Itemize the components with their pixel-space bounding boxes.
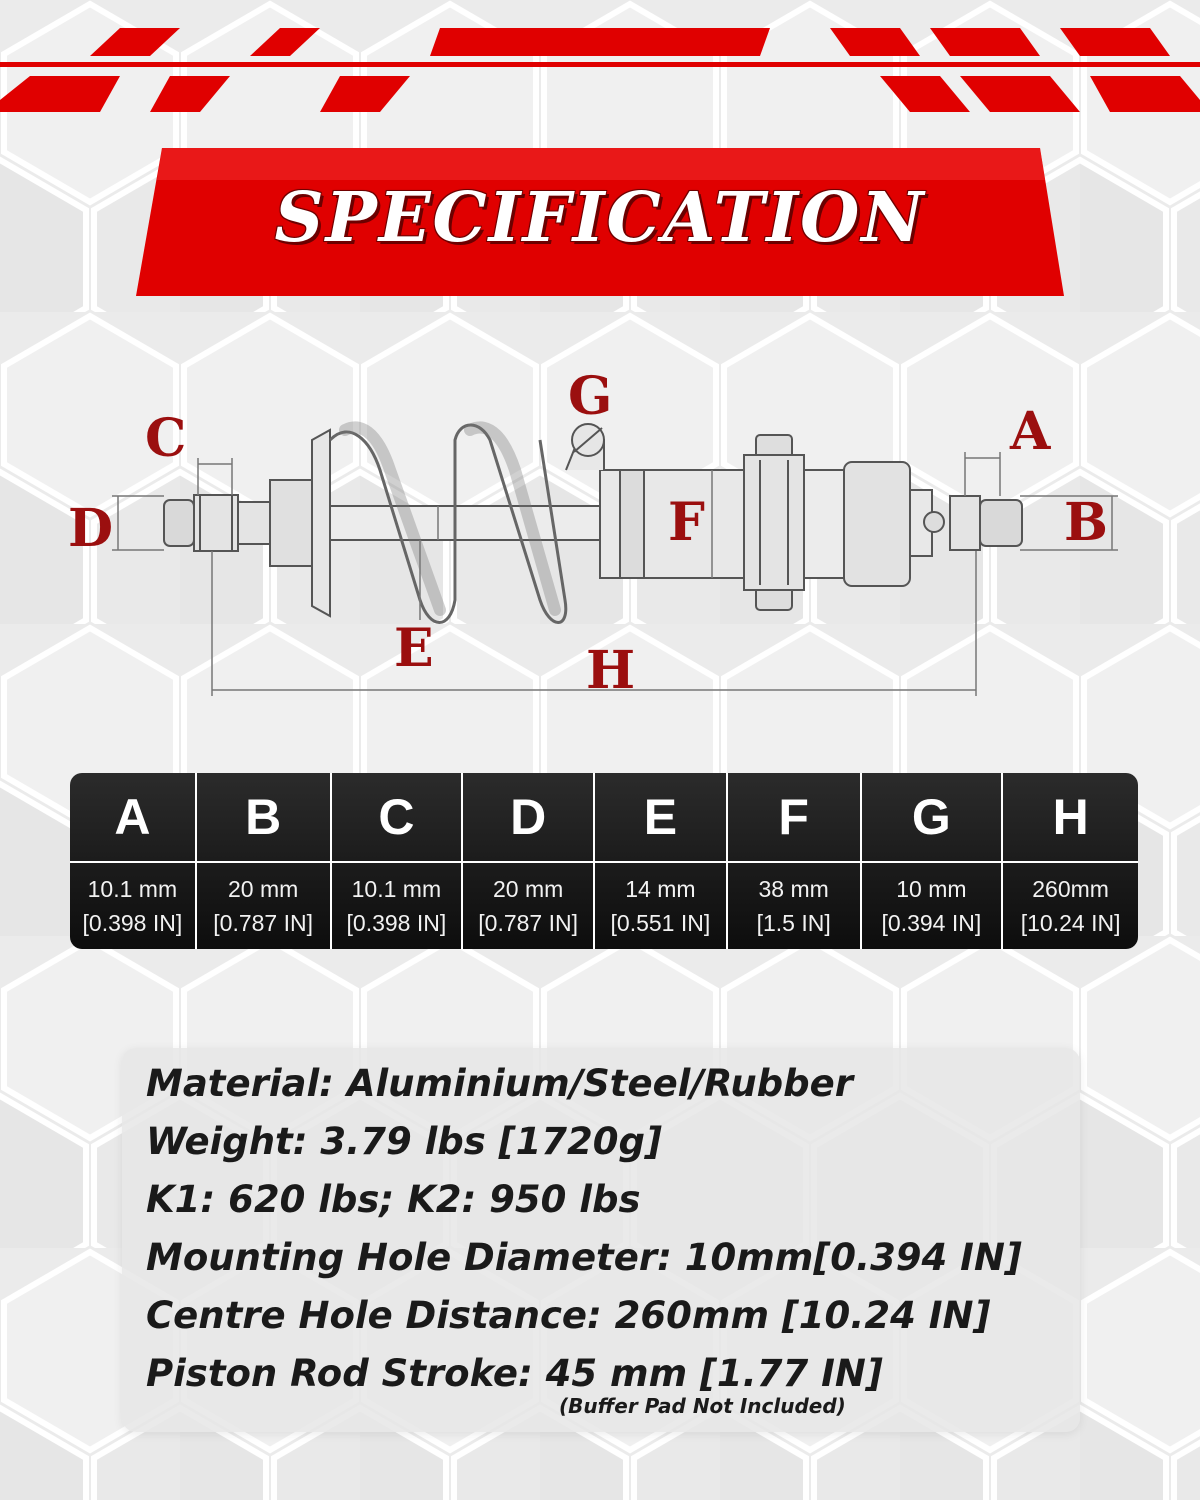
label-a: A — [1010, 401, 1051, 462]
spec-column — [726, 773, 860, 949]
spec-value — [332, 863, 462, 949]
spec-header: C — [332, 773, 462, 863]
label-e: E — [394, 618, 434, 679]
shock-absorber-diagram — [0, 350, 1200, 720]
spec-header: E — [595, 773, 726, 863]
spec-column — [70, 773, 195, 949]
spec-inch: [0.787 IN] — [478, 910, 578, 936]
top-stripes-decoration — [0, 0, 1200, 130]
spec-value — [728, 863, 860, 949]
spec-column — [593, 773, 726, 949]
spec-mm: 38 mm — [758, 876, 829, 902]
spec-inch: [0.398 IN] — [82, 910, 183, 936]
spec-column — [1001, 773, 1138, 949]
detail-material: Material: Aluminium/Steel/Rubber — [146, 1062, 853, 1105]
detail-stroke-note: (Buffer Pad Not Included) — [559, 1394, 846, 1418]
label-g: G — [568, 366, 613, 427]
label-f: F — [668, 492, 705, 553]
spec-header: G — [862, 773, 1002, 863]
detail-stroke: Piston Rod Stroke: 45 mm [1.77 IN] — [146, 1352, 883, 1395]
detail-weight: Weight: 3.79 lbs [1720g] — [146, 1120, 662, 1163]
spec-value — [595, 863, 726, 949]
spec-header: A — [70, 773, 195, 863]
spec-mm: 10.1 mm — [351, 876, 442, 902]
page-title: SPECIFICATION — [274, 178, 926, 258]
spec-column — [195, 773, 330, 949]
spec-inch: [0.394 IN] — [881, 910, 982, 936]
spec-mm: 260mm — [1032, 876, 1109, 902]
spec-header: D — [463, 773, 593, 863]
spec-mm: 10.1 mm — [87, 876, 178, 902]
spec-inch: [0.551 IN] — [610, 910, 711, 936]
label-d: D — [68, 498, 114, 559]
spec-table — [70, 773, 1138, 949]
spec-mm: 20 mm — [492, 876, 564, 902]
spec-value — [70, 863, 195, 949]
spec-column — [330, 773, 462, 949]
spec-mm: 10 mm — [896, 876, 967, 902]
spec-inch: [0.398 IN] — [346, 910, 447, 936]
spec-inch: [0.787 IN] — [213, 910, 313, 936]
detail-mounting-hole: Mounting Hole Diameter: 10mm[0.394 IN] — [146, 1236, 1022, 1279]
details-box — [122, 1048, 1080, 1432]
spec-header: B — [197, 773, 330, 863]
spec-column — [461, 773, 593, 949]
spec-inch: [10.24 IN] — [1020, 910, 1121, 936]
label-c: C — [145, 408, 187, 469]
spec-inch: [1.5 IN] — [756, 910, 831, 936]
label-b: B — [1064, 492, 1108, 553]
spec-header: H — [1003, 773, 1138, 863]
spec-value — [862, 863, 1002, 949]
detail-spring-rate: K1: 620 lbs; K2: 950 lbs — [146, 1178, 641, 1221]
spec-column — [860, 773, 1002, 949]
spec-mm: 20 mm — [227, 876, 299, 902]
label-h: H — [586, 640, 636, 701]
spec-mm: 14 mm — [625, 876, 696, 902]
spec-header: F — [728, 773, 860, 863]
spec-value — [197, 863, 330, 949]
detail-centre-hole: Centre Hole Distance: 260mm [10.24 IN] — [146, 1294, 991, 1337]
spec-value — [463, 863, 593, 949]
spec-value — [1003, 863, 1138, 949]
